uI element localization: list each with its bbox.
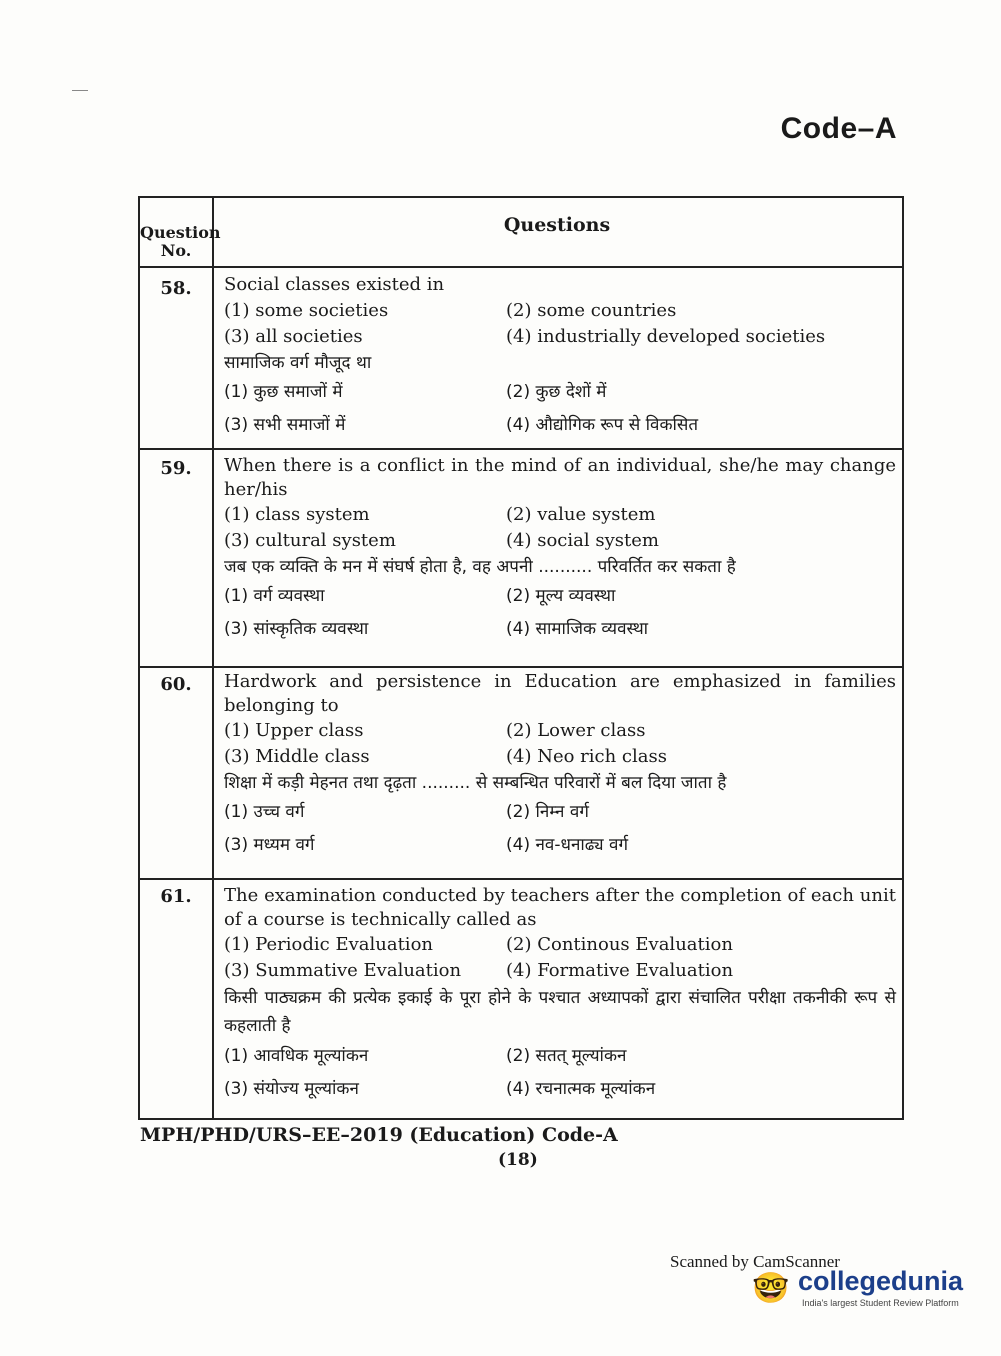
option-2: (2) Lower class bbox=[506, 720, 646, 741]
hindi-stem: किसी पाठ्यक्रम की प्रत्येक इकाई के पूरा होने के पश्चात अध्यापकों द्वारा संचालित परीक्षा तकनीकी रूप से कहलाती है bbox=[224, 988, 896, 1036]
option-1: (1) उच्च वर्ग bbox=[224, 802, 305, 822]
hindi-options-row bbox=[224, 376, 896, 409]
option-1: (1) Upper class bbox=[224, 720, 364, 741]
option-2: (2) कुछ देशों में bbox=[506, 382, 607, 402]
hindi-options-row bbox=[224, 580, 896, 613]
mascot-icon: 🤓 bbox=[752, 1271, 790, 1306]
table-header bbox=[140, 198, 902, 268]
option-4: (4) रचनात्मक मूल्यांकन bbox=[506, 1079, 656, 1099]
option-3: (3) सांस्कृतिक व्यवस्था bbox=[224, 619, 369, 639]
header-question-no: Question No. bbox=[140, 223, 221, 260]
english-options-row bbox=[224, 744, 896, 770]
question-table bbox=[138, 196, 904, 1120]
code-label: Code–A bbox=[780, 112, 897, 145]
hindi-stem: जब एक व्यक्ति के मन में संघर्ष होता है, वह अपनी .......... परिवर्तित कर सकता है bbox=[224, 557, 736, 577]
english-stem: Social classes existed in bbox=[224, 274, 445, 295]
english-options-row bbox=[224, 502, 896, 528]
english-stem: The examination conducted by teachers after the completion of each unit of a course is technically called as bbox=[224, 885, 896, 930]
header-questions: Questions bbox=[503, 214, 611, 236]
option-4: (4) social system bbox=[506, 530, 659, 551]
option-4: (4) industrially developed societies bbox=[506, 326, 826, 347]
english-stem: When there is a conflict in the mind of an individual, she/he may change her/his bbox=[224, 455, 896, 500]
footer-title: MPH/PHD/URS–EE–2019 (Education) Code-A bbox=[140, 1124, 618, 1146]
brand-name: collegedunia bbox=[798, 1266, 964, 1296]
english-options-row bbox=[224, 718, 896, 744]
option-4: (4) नव-धनाढ्य वर्ग bbox=[506, 835, 629, 855]
option-4: (4) औद्योगिक रूप से विकसित bbox=[506, 415, 699, 435]
option-1: (1) some societies bbox=[224, 300, 389, 321]
english-stem: Hardwork and persistence in Education are emphasized in families belonging to bbox=[224, 671, 896, 716]
question-number: 61. bbox=[160, 886, 192, 907]
option-1: (1) कुछ समाजों में bbox=[224, 382, 343, 402]
option-1: (1) Periodic Evaluation bbox=[224, 934, 433, 955]
option-2: (2) मूल्य व्यवस्था bbox=[506, 586, 616, 606]
option-1: (1) आवधिक मूल्यांकन bbox=[224, 1046, 369, 1066]
option-2: (2) सतत् मूल्यांकन bbox=[506, 1046, 627, 1066]
collegedunia-logo bbox=[746, 1264, 976, 1314]
option-3: (3) मध्यम वर्ग bbox=[224, 835, 315, 855]
hindi-stem: शिक्षा में कड़ी मेहनत तथा दृढ़ता ......... से सम्बन्धित परिवारों में बल दिया जाता है bbox=[224, 773, 727, 793]
english-options-row bbox=[224, 298, 896, 324]
option-3: (3) cultural system bbox=[224, 530, 396, 551]
hindi-options-row bbox=[224, 1040, 896, 1073]
question-number: 58. bbox=[160, 278, 192, 299]
hindi-options-row bbox=[224, 1073, 896, 1106]
question-row-61 bbox=[140, 880, 902, 1118]
scanned-watermark: Scanned by CamScanner bbox=[670, 1252, 840, 1271]
question-body bbox=[224, 884, 896, 1106]
question-number: 60. bbox=[160, 674, 192, 695]
hindi-options-row bbox=[224, 796, 896, 829]
option-4: (4) Neo rich class bbox=[506, 746, 667, 767]
question-body bbox=[224, 670, 896, 862]
option-1: (1) वर्ग व्यवस्था bbox=[224, 586, 325, 606]
option-3: (3) Middle class bbox=[224, 746, 370, 767]
brand-tagline: India's largest Student Review Platform bbox=[802, 1298, 959, 1308]
hindi-options-row bbox=[224, 409, 896, 442]
option-4: (4) सामाजिक व्यवस्था bbox=[506, 619, 649, 639]
question-body bbox=[224, 454, 896, 646]
question-row-60 bbox=[140, 668, 902, 880]
option-4: (4) Formative Evaluation bbox=[506, 960, 734, 981]
option-3: (3) संयोज्य मूल्यांकन bbox=[224, 1079, 359, 1099]
question-row-58 bbox=[140, 266, 902, 450]
question-row-59 bbox=[140, 450, 902, 668]
option-3: (3) सभी समाजों में bbox=[224, 415, 346, 435]
option-1: (1) class system bbox=[224, 504, 370, 525]
option-2: (2) निम्न वर्ग bbox=[506, 802, 589, 822]
hindi-options-row bbox=[224, 613, 896, 646]
english-options-row bbox=[224, 528, 896, 554]
hindi-options-row bbox=[224, 829, 896, 862]
english-options-row bbox=[224, 932, 896, 958]
option-2: (2) Continous Evaluation bbox=[506, 934, 733, 955]
option-3: (3) all societies bbox=[224, 326, 363, 347]
english-options-row bbox=[224, 324, 896, 350]
english-options-row bbox=[224, 958, 896, 984]
page-number: (18) bbox=[498, 1150, 538, 1170]
option-2: (2) value system bbox=[506, 504, 656, 525]
question-number: 59. bbox=[160, 458, 192, 479]
option-3: (3) Summative Evaluation bbox=[224, 960, 462, 981]
question-body bbox=[224, 272, 896, 442]
option-2: (2) some countries bbox=[506, 300, 677, 321]
hindi-stem: सामाजिक वर्ग मौजूद था bbox=[224, 353, 372, 373]
scan-mark bbox=[72, 90, 88, 91]
